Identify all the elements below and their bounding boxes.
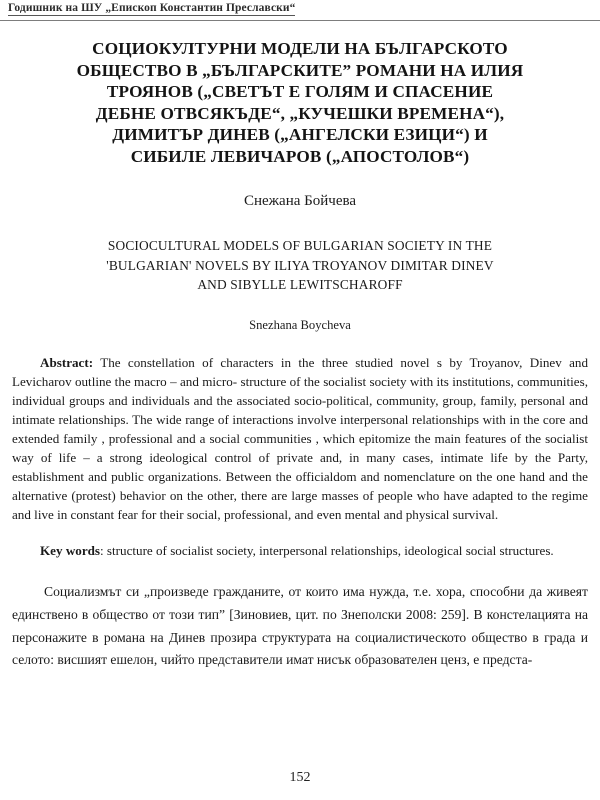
page-content: [12, 38, 588, 685]
keywords-paragraph: [12, 541, 588, 560]
page-title: [12, 38, 588, 167]
title-line: ДИМИТЪР ДИНЕВ („АНГЕЛСКИ ЕЗИЦИ“) И: [112, 125, 488, 144]
page-number: 152: [289, 770, 311, 785]
abstract-text: The constellation of characters in the three studied novel s by Troyanov, Dinev and Levicharov outline the macro – and micro- structure of the socialist society with its institutions, communities, individual groups and individuals and the associated socio-political, community, group, family, personal and intimate relationships. The wide range of interactions involve interpersonal relationships with in the core and extended family , professional and a social communities , which epitomize the main features of the socialist way of life – a strong ideological control of private and, in many cases, intimate life by the Party, establishment and public organizations. Between the officialdom and nomenclature on the one hand and the alternative (protest) behavior on the other, there are large masses of people who have adapted to the regime and live in constant fear for their social, professional, and even mental and physical survival.: [12, 354, 588, 523]
title-en-line: 'BULGARIAN' NOVELS BY ILIYA TROYANOV DIMITAR DINEV: [106, 257, 494, 273]
keywords-text: : structure of socialist society, interpersonal relationships, ideological social structures.: [100, 543, 554, 559]
running-head: [8, 2, 592, 16]
page-title-english: [12, 236, 588, 295]
abstract-paragraph: [12, 353, 588, 525]
title-en-line: SOCIOCULTURAL MODELS OF BULGARIAN SOCIETY IN THE: [107, 238, 493, 253]
title-line: СОЦИОКУЛТУРНИ МОДЕЛИ НА БЪЛГАРСКОТО: [92, 39, 508, 58]
title-line: СИБИЛЕ ЛЕВИЧАРОВ („АПОСТОЛОВ“): [130, 146, 470, 166]
keywords-label: Key words: [40, 543, 101, 559]
author-name-bulgarian: Снежана Бойчева: [243, 193, 357, 209]
title-line: ТРОЯНОВ („СВЕТЪТ Е ГОЛЯМ И СПАСЕНИЕ: [106, 82, 494, 101]
author-name-english: Snezhana Boycheva: [249, 317, 351, 332]
body-paragraph: Социализмът си „произведе гражданите, от които има нужда, т.е. хора, способни да живеят единствено в общество от този тип” [Зиновиев, цит. по Знеполски 2008: 259]. В констелацията на персонажите в романа на Динев прозира структурата на социалистическото общество в града и селото: висшият ешелон, чийто представители имат нисък образователен ценз, е предста-: [12, 584, 588, 668]
title-line: ОБЩЕСТВО В „БЪЛГАРСКИТЕ” РОМАНИ НА ИЛИЯ: [76, 60, 524, 80]
abstract-label: Abstract:: [40, 354, 94, 370]
header-rule: [0, 20, 600, 21]
running-head-text: Годишник на ШУ „Епископ Константин Преславски“: [8, 2, 296, 14]
title-line: ДЕБНЕ ОТВСЯКЪДЕ“, „КУЧЕШКИ ВРЕМЕНА“),: [95, 103, 505, 123]
title-en-line: AND SIBYLLE LEWITSCHAROFF: [197, 277, 403, 292]
